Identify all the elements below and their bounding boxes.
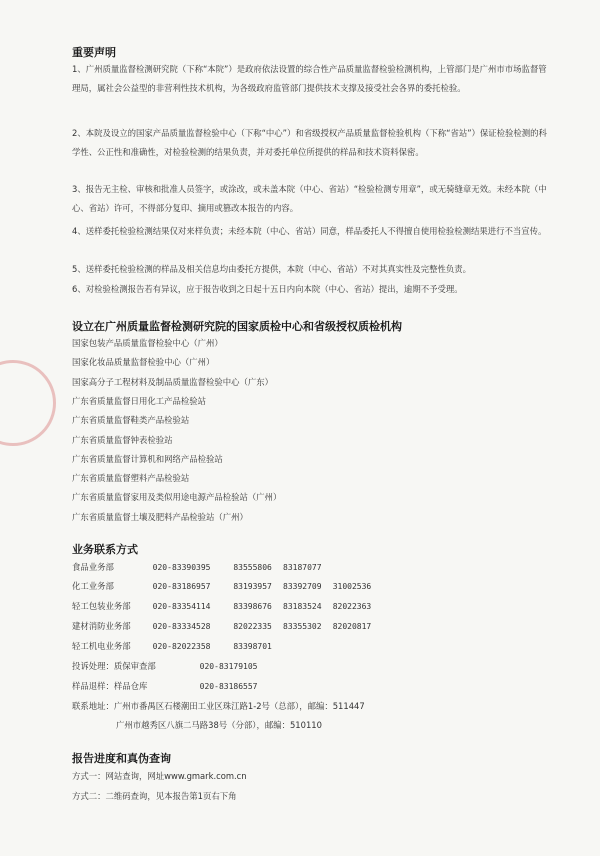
department-phone: 82022363 (332, 602, 372, 611)
contact-label: 样品退样：样品仓库 (72, 681, 148, 691)
query-method-qr: 方式二：二维码查询，见本报告第1页右下角 (72, 791, 237, 801)
department-phone: 020-83186957 (152, 582, 211, 591)
department-name: 建材消防业务部 (72, 621, 131, 631)
department-row (72, 640, 280, 652)
center-item: 国家高分子工程材料及制品质量监督检验中心（广东） (72, 377, 273, 387)
center-item: 广东省质量监督钟表检验站 (72, 435, 173, 445)
department-phone: 83187077 (283, 563, 322, 572)
center-item: 广东省质量监督家用及类似用途电源产品检验站（广州） (72, 492, 282, 502)
department-phone: 83392709 (283, 582, 322, 591)
center-item: 广东省质量监督日用化工产品检验站 (72, 396, 206, 406)
department-phone: 83398676 (233, 602, 272, 611)
contact-label: 投诉处理：质保审查部 (72, 661, 156, 671)
department-phone: 83355302 (283, 622, 322, 631)
department-phone: 020-83334528 (152, 622, 211, 631)
department-phone: 83398701 (233, 642, 272, 651)
notice-item-1: 1、广州质量监督检测研究院（下称“本院”）是政府依法设置的综合性产品质量监督检验检测机构，上管部门是广州市市场监督管理局，属社会公益型的非营利性技术机构，为各级政府监管部门提供技术支撑及接受社会各界的委托检验。 (72, 64, 547, 93)
query-title: 报告进度和真伪查询 (72, 752, 171, 765)
center-item: 广东省质量监督计算机和网络产品检验站 (72, 454, 223, 464)
address-hq: 广州市番禺区石楼潮田工业区珠江路1-2号（总部），邮编：511447 (113, 701, 365, 711)
department-phone: 83183524 (283, 602, 322, 611)
center-item: 广东省质量监督土壤及肥料产品检验站（广州） (72, 512, 248, 522)
red-stamp-icon (0, 360, 56, 446)
department-row (72, 600, 380, 612)
query-method-web: 方式一：网站查询，网址www.gmark.com.cn (72, 771, 247, 781)
notice-item-4: 4、送样委托检验检测结果仅对来样负责；未经本院（中心、省站）同意，样品委托人不得擅自使用检验检测结果进行不当宣传。 (72, 226, 547, 236)
center-item: 广东省质量监督鞋类产品检验站 (72, 415, 190, 425)
department-phone: 020-82022358 (152, 642, 211, 651)
notice-title: 重要声明 (72, 46, 116, 59)
center-item: 国家化妆品质量监督检验中心（广州） (72, 357, 215, 367)
center-item: 广东省质量监督塑料产品检验站 (72, 473, 190, 483)
notice-item-5: 5、送样委托检验检测的样品及相关信息均由委托方提供，本院（中心、省站）不对其真实性及完整性负责。 (72, 264, 471, 274)
department-row (72, 620, 380, 632)
sample-return-contact (72, 680, 257, 692)
department-phone: 82022335 (233, 622, 272, 631)
department-name: 食品业务部 (72, 562, 114, 572)
department-name: 化工业务部 (72, 581, 114, 591)
address-row (72, 700, 365, 712)
department-phone: 020-83390395 (152, 563, 211, 572)
contact-phone: 020-83186557 (199, 682, 258, 691)
department-phone: 83555806 (233, 563, 272, 572)
center-item: 国家包装产品质量监督检验中心（广州） (72, 338, 223, 348)
business-title: 业务联系方式 (72, 543, 138, 556)
department-phone: 31002536 (332, 582, 372, 591)
notice-item-6: 6、对检验检测报告若有异议，应于报告收到之日起十五日内向本院（中心、省站）提出，逾期不予受理。 (72, 284, 463, 294)
address-label: 联系地址： (72, 701, 114, 711)
department-phone: 020-83354114 (152, 602, 211, 611)
department-row (72, 580, 380, 592)
department-name: 轻工包装业务部 (72, 601, 131, 611)
complaint-contact (72, 660, 257, 672)
notice-item-3: 3、报告无主检、审核和批准人员签字，或涂改，或未盖本院（中心、省站）“检验检测专用章”，或无骑缝章无效。未经本院（中心、省站）许可，不得部分复印、摘用或篡改本报告的内容。 (72, 184, 547, 213)
department-row (72, 561, 330, 573)
department-phone: 82020817 (332, 622, 372, 631)
notice-item-2: 2、本院及设立的国家产品质量监督检验中心（下称“中心”）和省级授权产品质量监督检验机构（下称“省站”）保证检验检测的科学性、公正性和准确性，对检验检测的结果负责，并对委托单位所提供的样品和技术资料保密。 (72, 128, 547, 157)
department-phone: 83193957 (233, 582, 272, 591)
contact-phone: 020-83179105 (199, 662, 258, 671)
address-branch: 广州市越秀区八旗二马路38号（分部），邮编：510110 (116, 720, 322, 730)
centers-title: 设立在广州质量监督检测研究院的国家质检中心和省级授权质检机构 (72, 320, 402, 333)
department-name: 轻工机电业务部 (72, 641, 131, 651)
